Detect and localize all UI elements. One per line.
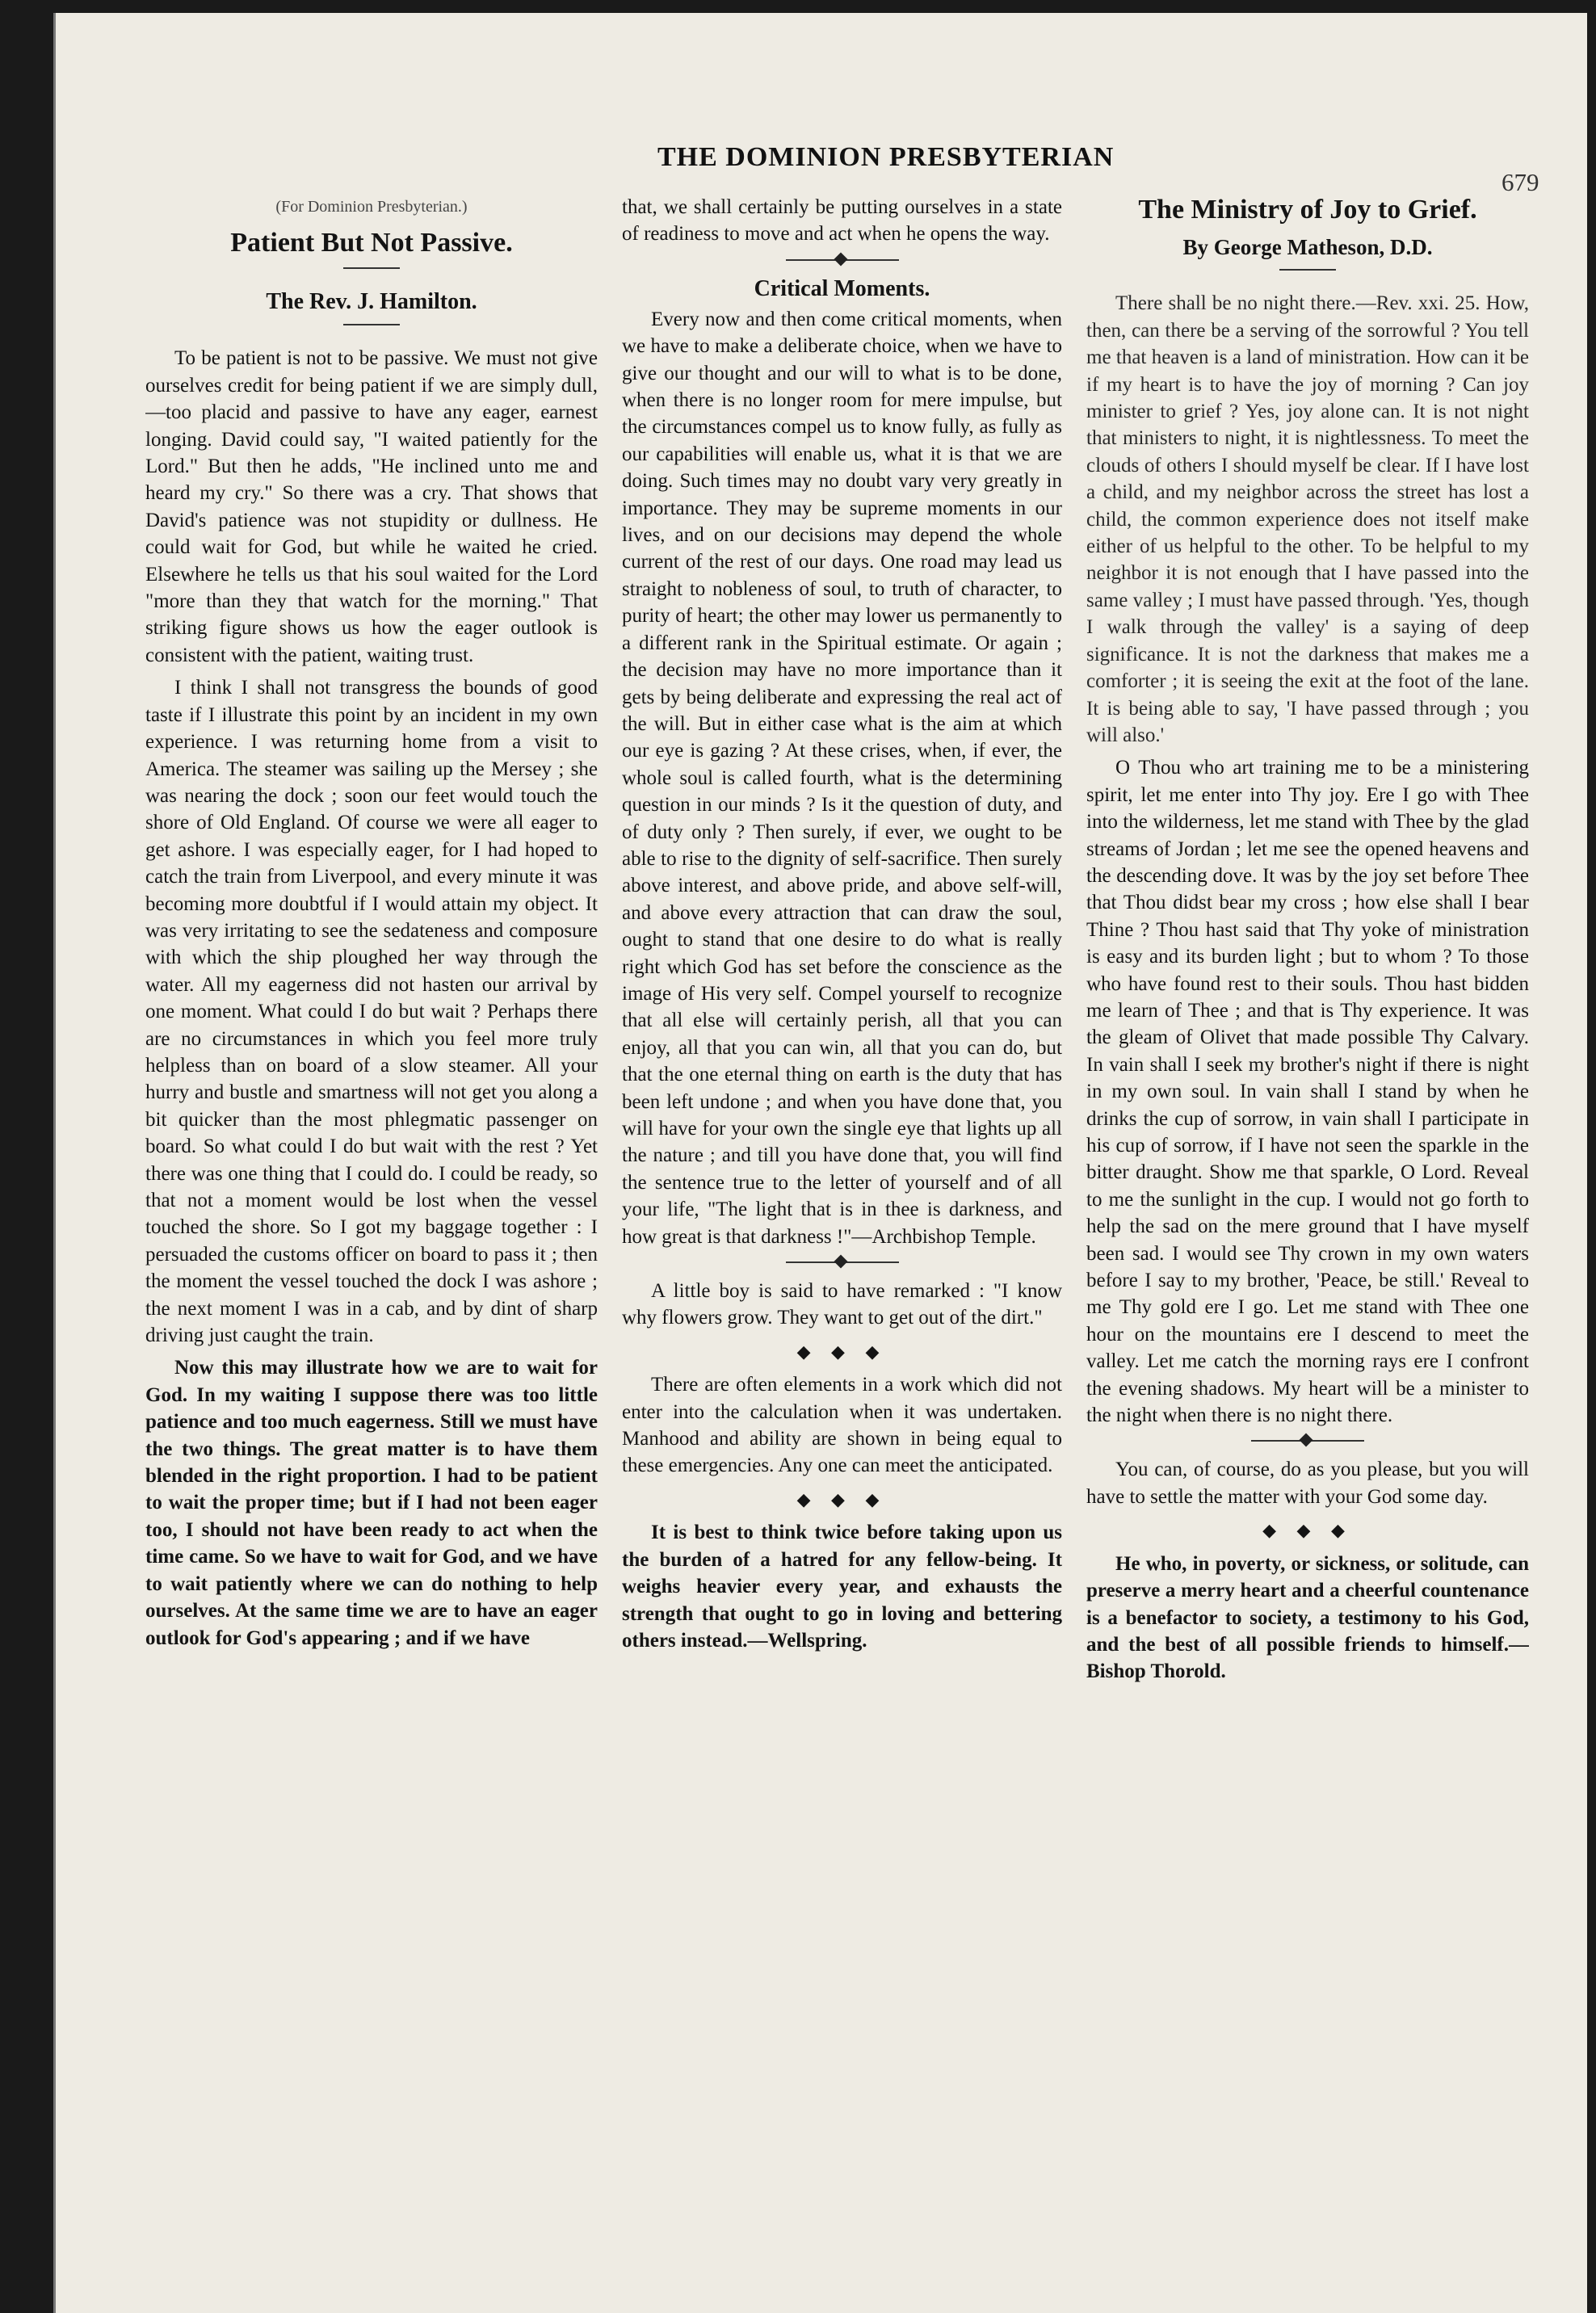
note-merry-heart: He who, in poverty, or sickness, or solitude, can preserve a merry heart and a cheerful countenance is a benefactor to society, a testimony to his God, and the best of all possible friends to himself.—Bishop Thorold. — [1086, 1552, 1529, 1683]
paragraph-continuation: that, we shall certainly be putting ourselves in a state of readiness to move and act when he opens the way. — [622, 196, 1062, 246]
note-flowers: A little boy is said to have remarked : "I know why flowers grow. They want to get out of the dirt." — [622, 1280, 1062, 1329]
article-title-ministry: The Ministry of Joy to Grief. — [1138, 195, 1477, 225]
article-byline-matheson: By George Matheson, D.D. — [1182, 235, 1433, 259]
section-divider — [786, 259, 899, 261]
byline-rule — [1279, 269, 1336, 271]
paragraph: O Thou who art training me to be a ministering spirit, let me enter into Thy joy. Ere I go with Thee into the wilderness, let me stand with Thee by the glad streams of Jordan ; let me see the opened heavens and the descending dove. It was by the joy set before Thee that Thou didst bear my cross ; how else shall I bear Thine ? Thou hast said that Thy yoke of ministration is easy and its burden light ; but to whom ? To those who have found rest to their souls. Thou hast bidden me learn of Thee ; and that is Thy experience. It was the gleam of Olivet that made possible Thy Calvary. In vain shall I seek my brother's night if there is night in my own soul. In vain shall I stand by when he drinks the cup of sorrow, in vain shall I participate in his cup of sorrow, if I have not seen the sparkle in the bitter draught. Show me that sparkle, O Lord. Reveal to me the sunlight in the cup. I would not go forth to help the sad on the mere ground that I have myself been sad. I would see Thy crown in my own waters before I say to my brother, 'Peace, be still.' Reveal to me Thy gold ere I go. Let me stand with Thee one hour on the mountains ere I descend to meet the valley. Let me catch the morning rays ere I confront the evening shadows. My heart will be a minister to the night when there is no night there. — [1086, 757, 1529, 1427]
dingbat-divider: ◆ ◆ ◆ — [796, 1488, 888, 1509]
section-divider — [786, 1261, 899, 1263]
column-3 — [1086, 194, 1529, 2148]
section-title-critical-moments: Critical Moments. — [754, 275, 930, 301]
note-elements: There are often elements in a work which did not enter into the calculation when it was undertaken. Manhood and ability are shown in being equal to these emergencies. Any one can meet the anticipated. — [622, 1374, 1062, 1477]
masthead-title: THE DOMINION PRESBYTERIAN — [657, 142, 1115, 172]
paragraph: Every now and then come critical moments, when we have to make a deliberate choice, when we have to give our thought and our will to what is to be done, when there is no longer room for mere impulse, but the circumstances compel us to know fully, as fully as our capabilities will enable us, what it is that we are doing. Such times may no doubt vary very greatly in importance. They may be supreme moments in our lives, and on our decisions may depend the whole current of the rest of our days. One road may lead us straight to nobleness of soul, to truth of character, to purity of heart; the other may lower us permanently to a different rank in the Spiritual estimate. Or again ; the decision may have no more importance than it gets by being deliberate and expressing the real act of the will. But in either case what is the aim at which our eye is gazing ? At these crises, when, if ever, the whole soul is called fourth, what is the determining question in our minds ? Is it the question of duty, and of duty only ? Then surely, if ever, we ought to be able to rise to the dignity of self-sacrifice. Then surely above interest, and above pride, and above self-will, and above every attraction that can draw the soul, ought to stand that one desire to do what is really right which God has set before the conscience as the image of His very self. Compel yourself to recognize that all else will certainly perish, all that you can enjoy, all that you can win, all that you can do, but that the one eternal thing on earth is the duty that has been left undone ; and when you have done that, you will have for your own the single eye that lights up all the nature ; and till you have done that, you will find the sentence true to the letter of yourself and of all your life, "The light that is in thee is darkness, and how great is that darkness !"—Archbishop Temple. — [622, 308, 1062, 1248]
paragraph: To be patient is not to be passive. We must not give ourselves credit for being patient if we are simply dull,—too placid and passive to have any eager, earnest longing. David could say, "I waited patiently for the Lord." But then he adds, "He inclined unto me and heard my cry." So there was a cry. That shows that David's patience was not stupidity or dullness. He could wait for God, but while he waited he cried. Elsewhere he tells us that his soul waited for the Lord "more than they that watch for the morning." That striking figure shows us how the eager outlook is consistent with the patient, waiting trust. — [145, 347, 598, 666]
dingbat-divider: ◆ ◆ ◆ — [1262, 1520, 1353, 1541]
article-title-patient: Patient But Not Passive. — [230, 228, 513, 258]
note-hatred: It is best to think twice before taking upon us the burden of a hatred for any fellow-being. It weighs heavier every year, and exhausts the strength that ought to go in loving and bettering others instead.—Wellspring. — [622, 1522, 1062, 1652]
paragraph: I think I shall not transgress the bounds of good taste if I illustrate this point by an incident in my own experience. I was returning home from a visit to America. The steamer was sailing up the Mersey ; she was nearing the dock ; soon our feet would touch the shore of Old England. Of course we were all eager to get ashore. I was especially eager, for I had hoped to catch the train from Liverpool, and every minute it was becoming more doubtful if I would attain my object. It was very irritating to see the sedateness and composure with which the ship ploughed her way through the water. All my eagerness did not hasten our arrival by one moment. What could I do but wait ? Perhaps there are no circumstances in which you feel more truly helpless than on board of a slow steamer. All your hurry and bustle and smartness will not get you along a bit quicker than the most phlegmatic passenger on board. So what could I do but wait with the rest ? Yet there was one thing that I could do. I could be ready, so that not a moment would be lost when the vessel touched the shore. So I got my baggage together : I persuaded the customs officer on board to pass it ; then the moment the vessel touched the dock I was ashore ; the next moment I was in a cab, and by dint of sharp driving just caught the train. — [145, 677, 598, 1347]
section-divider — [1251, 1440, 1364, 1442]
article-byline-hamilton: The Rev. J. Hamilton. — [266, 289, 477, 315]
article-kicker: (For Dominion Presbyterian.) — [275, 198, 468, 216]
note-settle: You can, of course, do as you please, but you will have to settle the matter with your God some day. — [1086, 1459, 1529, 1508]
column-1 — [145, 194, 598, 2148]
byline-rule — [343, 324, 400, 325]
column-2 — [622, 194, 1062, 2148]
page-number: 679 — [1502, 168, 1539, 196]
title-rule — [343, 267, 400, 269]
paragraph: There shall be no night there.—Rev. xxi. 25. How, then, can there be a serving of the sorrowful ? You tell me that heaven is a land of ministration. How can it be if my heart is to have the joy of morning ? Can joy minister to grief ? Yes, joy alone can. It is not night that ministers to night, it is nightlessness. To meet the clouds of others I should myself be clear. If I have lost a child, and my neighbor across the street has lost a child, the common experience does not itself make either of us helpful to the other. To be helpful to my neighbor it is not enough that I have passed into the same valley ; I must have passed through. 'Yes, though I walk through the valley' is a saying of deep significance. It is not the darkness that makes me a comforter ; it is seeing the exit at the foot of the lane. It is being able to say, 'I have passed through ; you will also.' — [1086, 292, 1529, 746]
dingbat-divider: ◆ ◆ ◆ — [796, 1341, 888, 1362]
paragraph: Now this may illustrate how we are to wait for God. In my waiting I suppose there was too little patience and too much eagerness. Still we must have the two things. The great matter is to have them blended in the right proportion. I had to be patient to wait the proper time; but if I had not been eager too, I should not have been ready to act when the time came. So we have to wait for God, and we have to wait patiently where we can do nothing to help ourselves. At the same time we are to have an eager outlook for God's appearing ; and if we have — [145, 1357, 598, 1649]
